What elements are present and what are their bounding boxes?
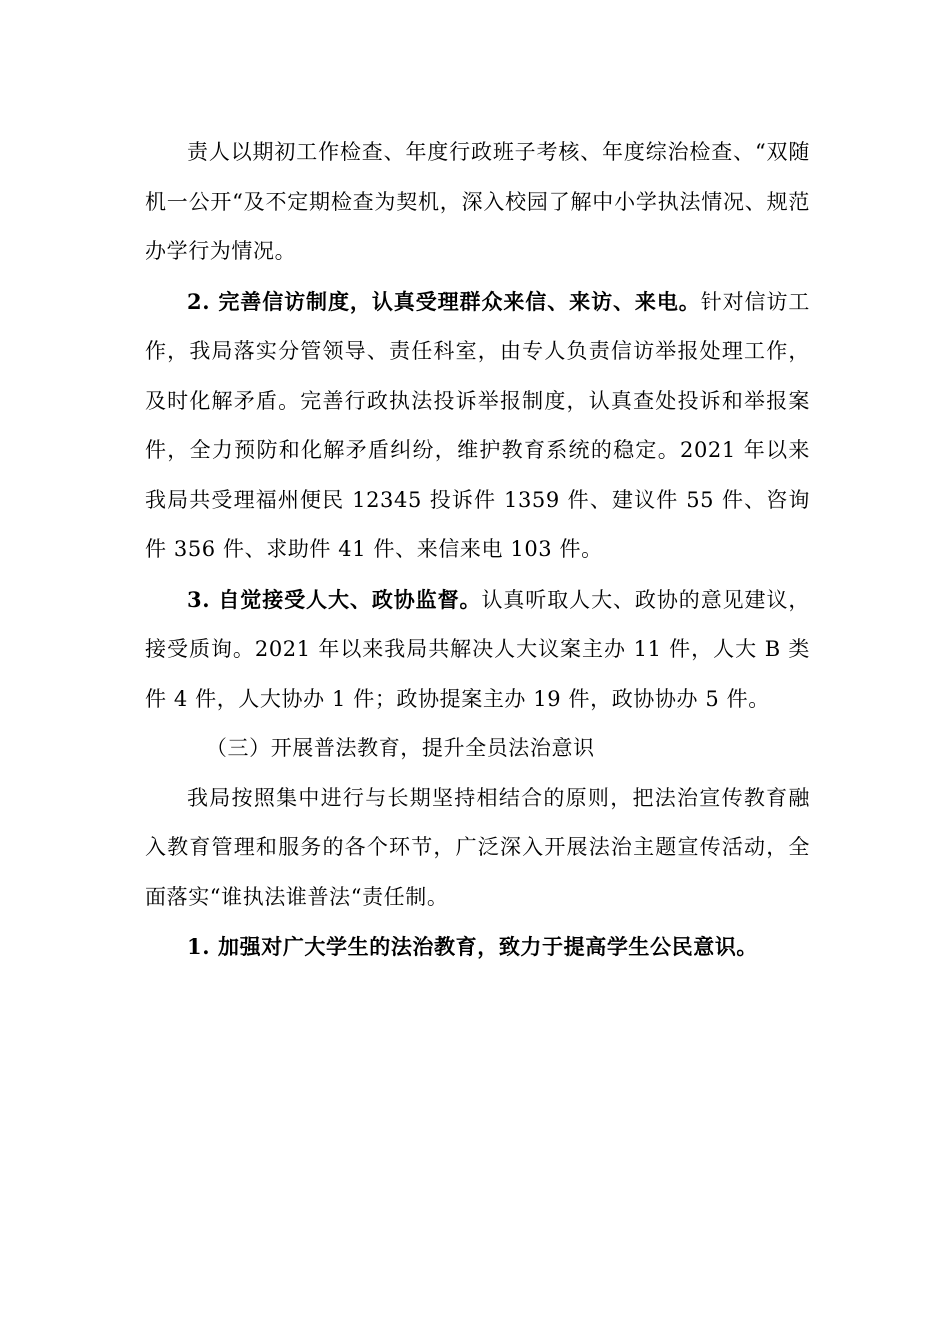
document-body [145,128,810,973]
petition-heading: 2. 完善信访制度，认真受理群众来信、来访、来电。 [187,288,701,314]
paragraph-inspection [145,128,810,277]
supervision-heading: 3. 自觉接受人大、政协监督。 [187,586,482,612]
paragraph-legal-publicity [145,774,810,923]
legal-publicity-text: 我局按照集中进行与长期坚持相结合的原则，把法治宣传教育融入教育管理和服务的各个环节，广泛深入开展法治主题宣传活动，全面落实“谁执法谁普法“责任制。 [145,785,810,909]
paragraph-inspection-text: 责人以期初工作检查、年度行政班子考核、年度综治检查、“双随机一公开“及不定期检查为契机，深入校园了解中小学执法情况、规范办学行为情况。 [145,140,810,263]
paragraph-supervision [145,575,810,725]
section-heading-text: （三）开展普法教育，提升全员法治意识 [205,736,595,760]
paragraph-petition [145,277,810,575]
paragraph-student-education [145,922,810,973]
petition-text: 针对信访工作，我局落实分管领导、责任科室，由专人负责信访举报处理工作，及时化解矛盾。完善行政执法投诉举报制度，认真查处投诉和举报案件，全力预防和化解矛盾纠纷，维护教育系统的稳定。2021 年以来我局共受理福州便民 12345 投诉件 1359 件、建议件 55 件、咨询件 356 件、求助件 41 件、来信来电 103 件。 [145,289,811,561]
student-education-heading: 1. 加强对广大学生的法治教育，致力于提高学生公民意识。 [187,934,759,959]
supervision-text: 认真听取人大、政协的意见建议，接受质询。2021 年以来我局共解决人大议案主办 11 件，人大 B 类件 4 件，人大协办 1 件；政协提案主办 19 件，政协协办 5 件。 [145,587,810,711]
section-heading-legal-education [145,724,810,774]
